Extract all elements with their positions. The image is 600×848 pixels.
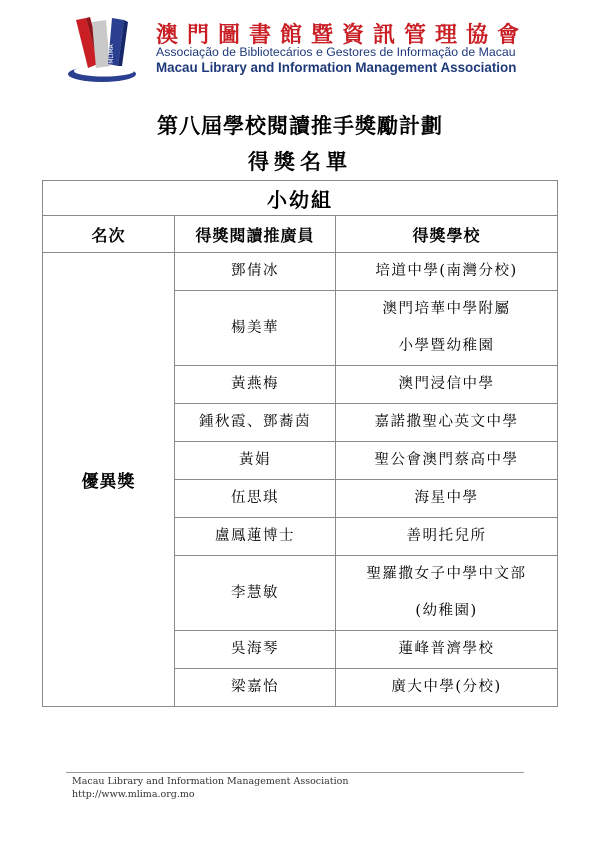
school-name: 蓮峰普濟學校 [336,631,558,669]
school-name: 廣大中學(分校) [336,669,558,707]
column-header-promoter: 得獎閱讀推廣員 [175,216,336,253]
promoter-name: 伍思琪 [175,480,336,518]
document-subtitle: 得獎名單 [248,149,352,174]
footer-org-name: Macau Library and Information Management Association [72,776,349,787]
group-row [43,181,558,216]
prize-cell: 優異獎 [43,253,175,707]
promoter-name: 梁嘉怡 [175,669,336,707]
promoter-name: 黃娟 [175,442,336,480]
footer-divider [66,772,524,773]
school-name: 聖公會澳門蔡高中學 [336,442,558,480]
school-name: 嘉諾撒聖心英文中學 [336,404,558,442]
school-name: 海星中學 [336,480,558,518]
promoter-name: 鍾秋霞、鄧蕎茵 [175,404,336,442]
promoter-name: 鄧倩冰 [175,253,336,291]
column-header-rank: 名次 [43,216,175,253]
document-title: 第八屆學校閱讀推手獎勵計劃 [157,113,443,138]
org-name-pt: Associação de Bibliotecários e Gestores de Informação de Macau [156,45,516,59]
promoter-name: 黃燕梅 [175,366,336,404]
school-name: 聖羅撒女子中學中文部 (幼稚園) [336,556,558,631]
svg-text:MLIMA: MLIMA [108,44,115,64]
promoter-name: 吳海琴 [175,631,336,669]
mlima-logo [66,14,140,84]
group-title: 小幼組 [43,181,558,216]
org-name-en: Macau Library and Information Management Association [156,60,517,75]
promoter-name: 盧鳳蓮博士 [175,518,336,556]
footer-url[interactable]: http://www.mlima.org.mo [72,789,195,800]
promoter-name: 李慧敏 [175,556,336,631]
column-header-school: 得獎學校 [336,216,558,253]
school-name: 澳門浸信中學 [336,366,558,404]
table-row [43,253,558,291]
school-name: 培道中學(南灣分校) [336,253,558,291]
school-name: 澳門培華中學附屬 小學暨幼稚園 [336,291,558,366]
header-row [43,216,558,253]
awards-table [42,180,558,707]
school-name: 善明托兒所 [336,518,558,556]
promoter-name: 楊美華 [175,291,336,366]
org-name-zh: 澳門圖書館暨資訊管理協會 [156,22,529,48]
letterhead [66,14,566,84]
